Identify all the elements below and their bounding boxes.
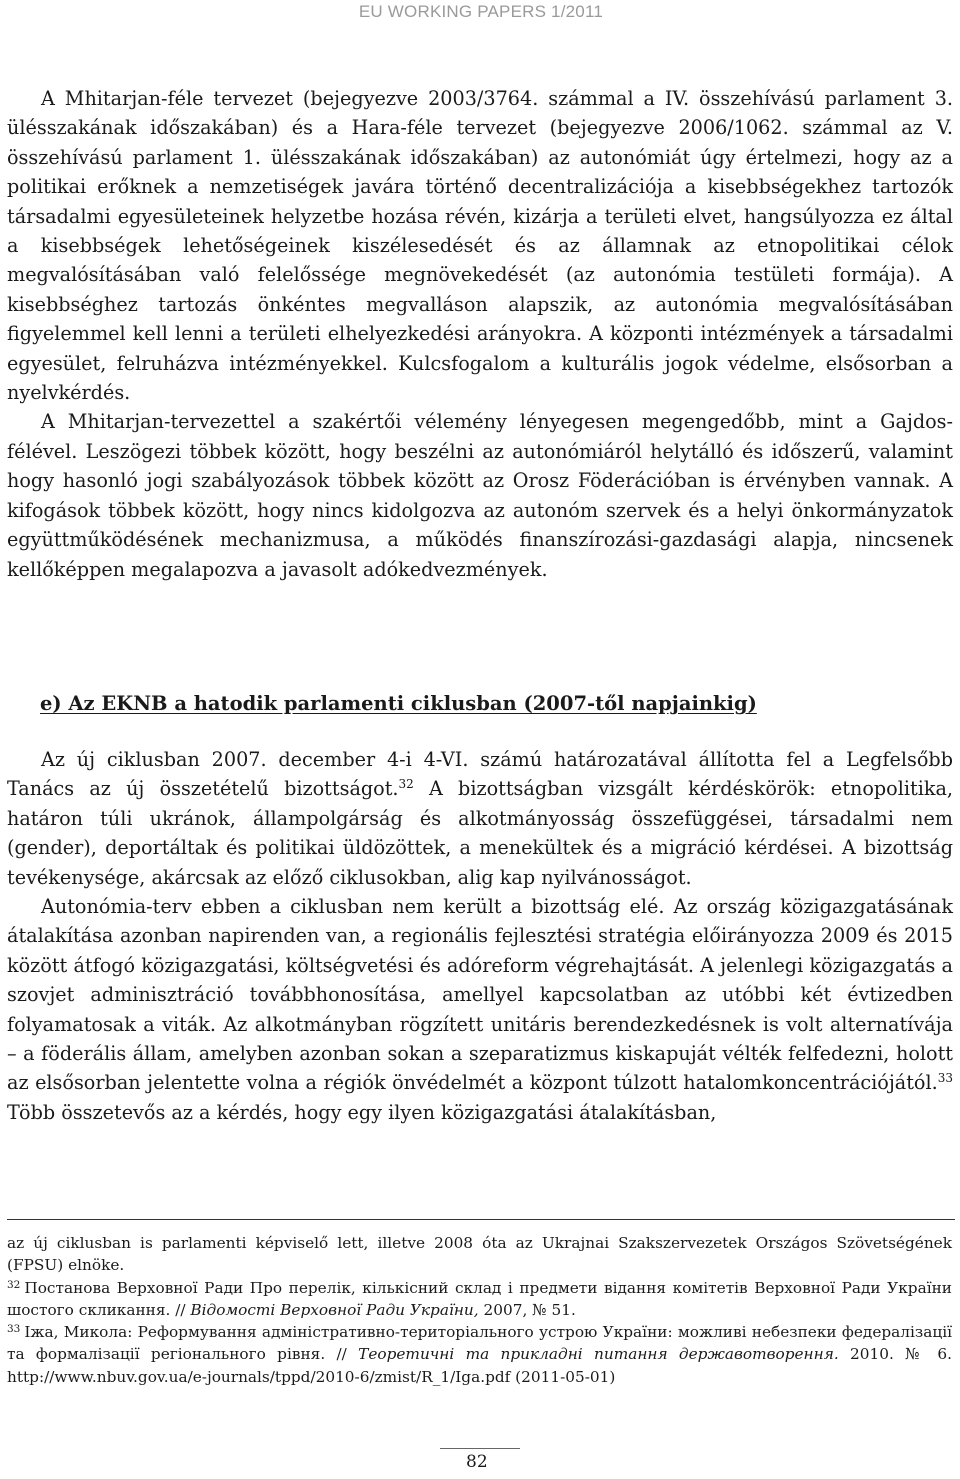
paragraph-text: Az új ciklusban 2007. december 4-i 4-VI. számú határozatával állította fel a Legfelsőbb Tanács az új összetételű bizottságot.: [7, 748, 953, 801]
paragraph: A Mhitarjan-tervezettel a szakértői vélemény lényegesen megengedőbb, mint a Gajdos-félével. Leszögezi többek között, hogy beszélni az autonómiáról helytálló és időszerű, valamint hogy hasonló jogi szabályozások többek között az Orosz Föderációban is érvényben vannak. A kifogások többek között, hogy nincs kidolgozva az autonóm szervek és a helyi önkormányzatok együttműködésének mechanizmusa, a működés finanszírozási-gazdasági alapja, nincsenek kellőképpen megalapozva a javasolt adókedvezmények.: [7, 410, 953, 581]
page-number: 82: [466, 1452, 488, 1472]
footnote-number: 32: [7, 1278, 21, 1291]
body-text-lower: [7, 745, 953, 1127]
body-text-upper: [7, 84, 953, 584]
paragraph: [7, 745, 953, 892]
footnotes: [7, 1232, 952, 1388]
footnote-text: Іжа, Микола: Реформування адміністративно-територіального устрою України: можливі небезпеки федералізації та формалізації регіонального рівня. //: [7, 1323, 952, 1364]
paragraph: A Mhitarjan-féle tervezet (bejegyezve 2003/3764. számmal a IV. összehívású parlament 3. ülésszakának időszakában) és a Hara-féle tervezet (bejegyezve 2006/1062. számmal az V. összehívású parlament 1. ülésszakának időszakában) az autonómiát úgy értelmezi, hogy az a politikai erőknek a nemzetiségek javára történő decentralizációja a kisebbségekhez tartozók társadalmi egyesületeinek helyzetbe hozása révén, kizárja a területi elvet, hangsúlyozza ez által a kisebbségek lehetőségeinek kiszélesedését és az államnak az etnopolitikai célok megvalósításában való felelőssége megnövekedését (az autonómia testületi formája). A kisebbséghez tartozás önkéntes megvalláson alapszik, az autonómia megvalósításában figyelemmel kell lenni a területi elhelyezkedési arányokra. A központi intézmények a társadalmi egyesület, felruházva intézményekkel. Kulcsfogalom a kulturális jogok védelme, elsősorban a nyelvkérdés.: [7, 87, 953, 405]
footnote-text: Постанова Верховної Ради Про перелік, кількісний склад і предмети відання комітетів Верховної Ради України шостого скликання. //: [7, 1278, 952, 1319]
footnote-number: 33: [7, 1323, 21, 1336]
section-heading: e) Az EKNB a hatodik parlamenti ciklusban (2007-től napjainkig): [40, 692, 757, 715]
paragraph: [7, 892, 953, 1127]
page-number-rule: [440, 1448, 520, 1449]
footnote-33: [7, 1321, 952, 1388]
running-header: EU WORKING PAPERS 1/2011: [358, 2, 603, 21]
footnote-ref-32[interactable]: 32: [398, 777, 414, 792]
footnote-journal: Теоретичні та прикладні питання державотворення.: [358, 1345, 839, 1364]
footnote-continuation: az új ciklusban is parlamenti képviselő lett, illetve 2008 óta az Ukrajnai Szakszervezetek Országos Szövetségének (FPSU) elnöke.: [7, 1234, 952, 1275]
footnote-text: 2007, № 51.: [478, 1300, 576, 1319]
paragraph-text: A bizottságban vizsgált kérdéskörök: etnopolitika, határon túli ukránok, állampolgárság és alkotmányosság összefüggései, társadalmi nem (gender), deportáltak és politikai üldözöttek, a menekültek és a migráció kérdései. A bizottság tevékenysége, akárcsak az előző ciklusokban, alig kap nyilvánosságot.: [7, 777, 954, 889]
footnote-ref-33[interactable]: 33: [937, 1071, 953, 1086]
footnote-divider: [7, 1219, 955, 1220]
footnote-32: [7, 1277, 952, 1322]
paragraph-text: Autonómia-terv ebben a ciklusban nem került a bizottság elé. Az ország közigazgatásának átalakítása azonban napirenden van, a regionális fejlesztési stratégia előirányozza 2009 és 2015 között átfogó közigazgatási, költségvetési és adóreform végrehajtását. A jelenlegi közigazgatás a szovjet adminisztráció továbbhonosítása, amellyel kapcsolatban az utóbbi két évtizedben folyamatosak a viták. Az alkotmányban rögzített unitáris berendezkedésnek is volt alternatívája – a föderális állam, amelyben azonban sokan a szeparatizmus kiskapuját vélték felfedezni, holott az elsősorban jelentette volna a régiók önvédelmét a központ túlzott hatalomkoncentrációjától.: [7, 895, 953, 1095]
footnote-journal: Відомості Верховної Ради України,: [190, 1300, 479, 1319]
paragraph-text: Több összetevős az a kérdés, hogy egy ilyen közigazgatási átalakításban,: [7, 1100, 717, 1124]
footnote-text: 2010. № 6. http://www.nbuv.gov.ua/e-journals/tppd/2010-6/zmist/R_1/Iga.pdf (2011-05-01): [7, 1345, 952, 1386]
